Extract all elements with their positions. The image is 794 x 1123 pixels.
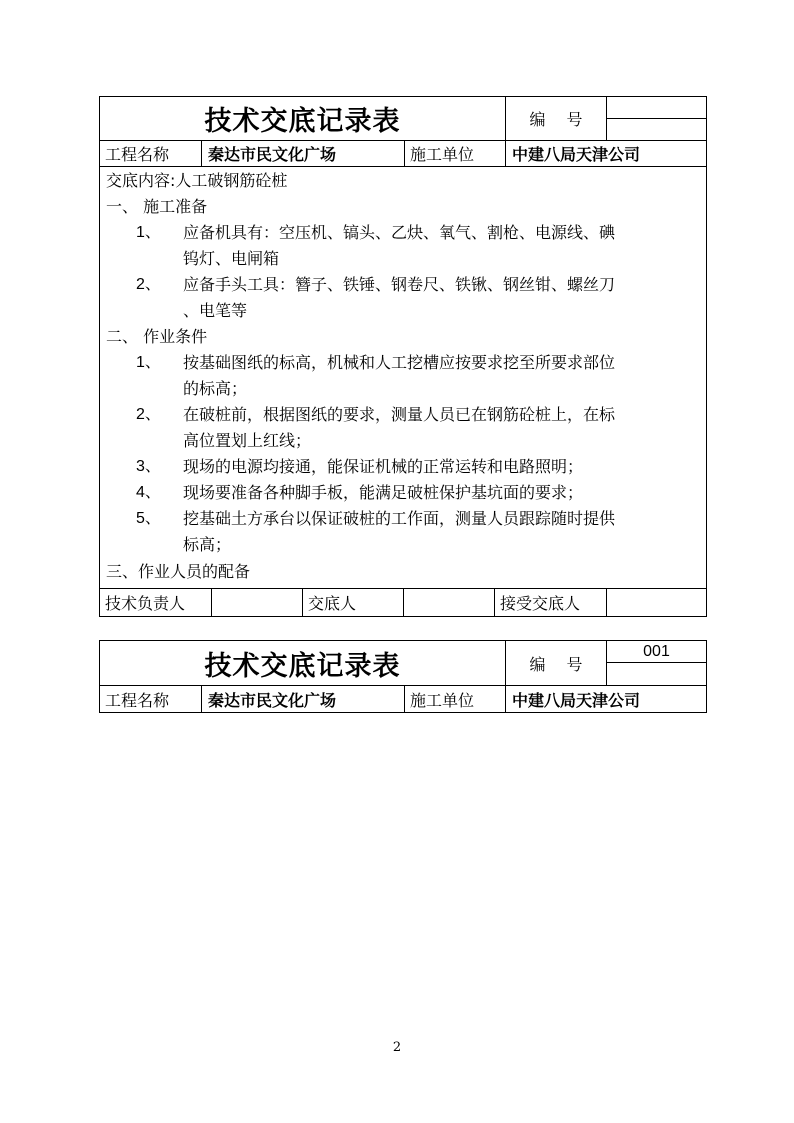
item-number: 2、 bbox=[136, 406, 161, 423]
contractor-value[interactable]: 中建八局天津公司 bbox=[505, 686, 706, 712]
item-text: 现场的电源均接通，能保证机械的正常运转和电路照明； bbox=[183, 457, 584, 476]
item-number: 5、 bbox=[136, 510, 161, 527]
briefer-value[interactable] bbox=[403, 589, 494, 616]
item-text: 挖基础土方承台以保证破桩的工作面，测量人员跟踪随时提供 bbox=[183, 509, 616, 528]
receiver-value[interactable] bbox=[606, 589, 706, 616]
number-cell-divider bbox=[607, 662, 706, 663]
item-text-cont: 钨灯、电闸箱 bbox=[183, 249, 280, 268]
item-text: 应备手头工具：簪子、铁锤、钢卷尺、铁锹、钢丝钳、螺丝刀 bbox=[183, 275, 616, 294]
item-text: 在破桩前，根据图纸的要求，测量人员已在钢筋砼桩上，在标 bbox=[183, 405, 616, 424]
number-label: 编 号 bbox=[505, 641, 606, 685]
tech-briefing-form-2 bbox=[99, 640, 707, 713]
project-name-value[interactable]: 秦达市民文化广场 bbox=[201, 686, 404, 712]
receiver-label: 接受交底人 bbox=[494, 589, 606, 616]
contractor-label: 施工单位 bbox=[404, 141, 505, 166]
item-text-cont: 标高； bbox=[183, 535, 232, 554]
tech-lead-value[interactable] bbox=[211, 589, 302, 616]
briefer-label: 交底人 bbox=[302, 589, 403, 616]
content-heading: 交底内容:人工破钢筋砼桩 bbox=[106, 171, 288, 190]
tech-lead-label: 技术负责人 bbox=[105, 594, 186, 613]
page-number: 2 bbox=[392, 1040, 402, 1055]
section-heading-staffing: 三、作业人员的配备 bbox=[106, 562, 251, 581]
form-header-row bbox=[100, 641, 706, 686]
form-header-row bbox=[100, 97, 706, 141]
briefing-content bbox=[100, 167, 706, 589]
signoff-row bbox=[100, 589, 706, 616]
item-text: 应备机具有：空压机、镐头、乙炔、氧气、割枪、电源线、碘 bbox=[183, 223, 616, 242]
item-text: 现场要准备各种脚手板，能满足破桩保护基坑面的要求； bbox=[183, 483, 584, 502]
item-text: 按基础图纸的标高，机械和人工挖槽应按要求挖至所要求部位 bbox=[183, 353, 616, 372]
project-row bbox=[100, 686, 706, 712]
number-value-cell[interactable] bbox=[606, 97, 706, 140]
section-heading-conditions: 二、 作业条件 bbox=[106, 327, 208, 346]
item-number: 4、 bbox=[136, 484, 161, 501]
item-text-cont: 高位置划上红线； bbox=[183, 431, 312, 450]
item-text-cont: 、电笔等 bbox=[183, 301, 248, 320]
contractor-label: 施工单位 bbox=[404, 686, 505, 712]
tech-briefing-form-1 bbox=[99, 96, 707, 617]
number-value-cell[interactable] bbox=[606, 641, 706, 685]
project-row bbox=[100, 141, 706, 167]
section-heading-prep: 一、 施工准备 bbox=[106, 197, 208, 216]
item-number: 1、 bbox=[136, 354, 161, 371]
item-number: 1、 bbox=[136, 224, 161, 241]
number-label: 编 号 bbox=[505, 97, 606, 140]
form-title: 技术交底记录表 bbox=[204, 650, 401, 682]
project-name-value[interactable]: 秦达市民文化广场 bbox=[201, 141, 404, 166]
number-value: 001 bbox=[643, 643, 670, 660]
project-name-label: 工程名称 bbox=[105, 690, 170, 710]
project-name-label: 工程名称 bbox=[105, 145, 170, 164]
number-cell-divider bbox=[607, 118, 706, 119]
item-number: 2、 bbox=[136, 276, 161, 293]
item-number: 3、 bbox=[136, 458, 161, 475]
item-text-cont: 的标高； bbox=[183, 379, 248, 398]
form-title: 技术交底记录表 bbox=[204, 106, 401, 137]
contractor-value[interactable]: 中建八局天津公司 bbox=[505, 141, 706, 166]
